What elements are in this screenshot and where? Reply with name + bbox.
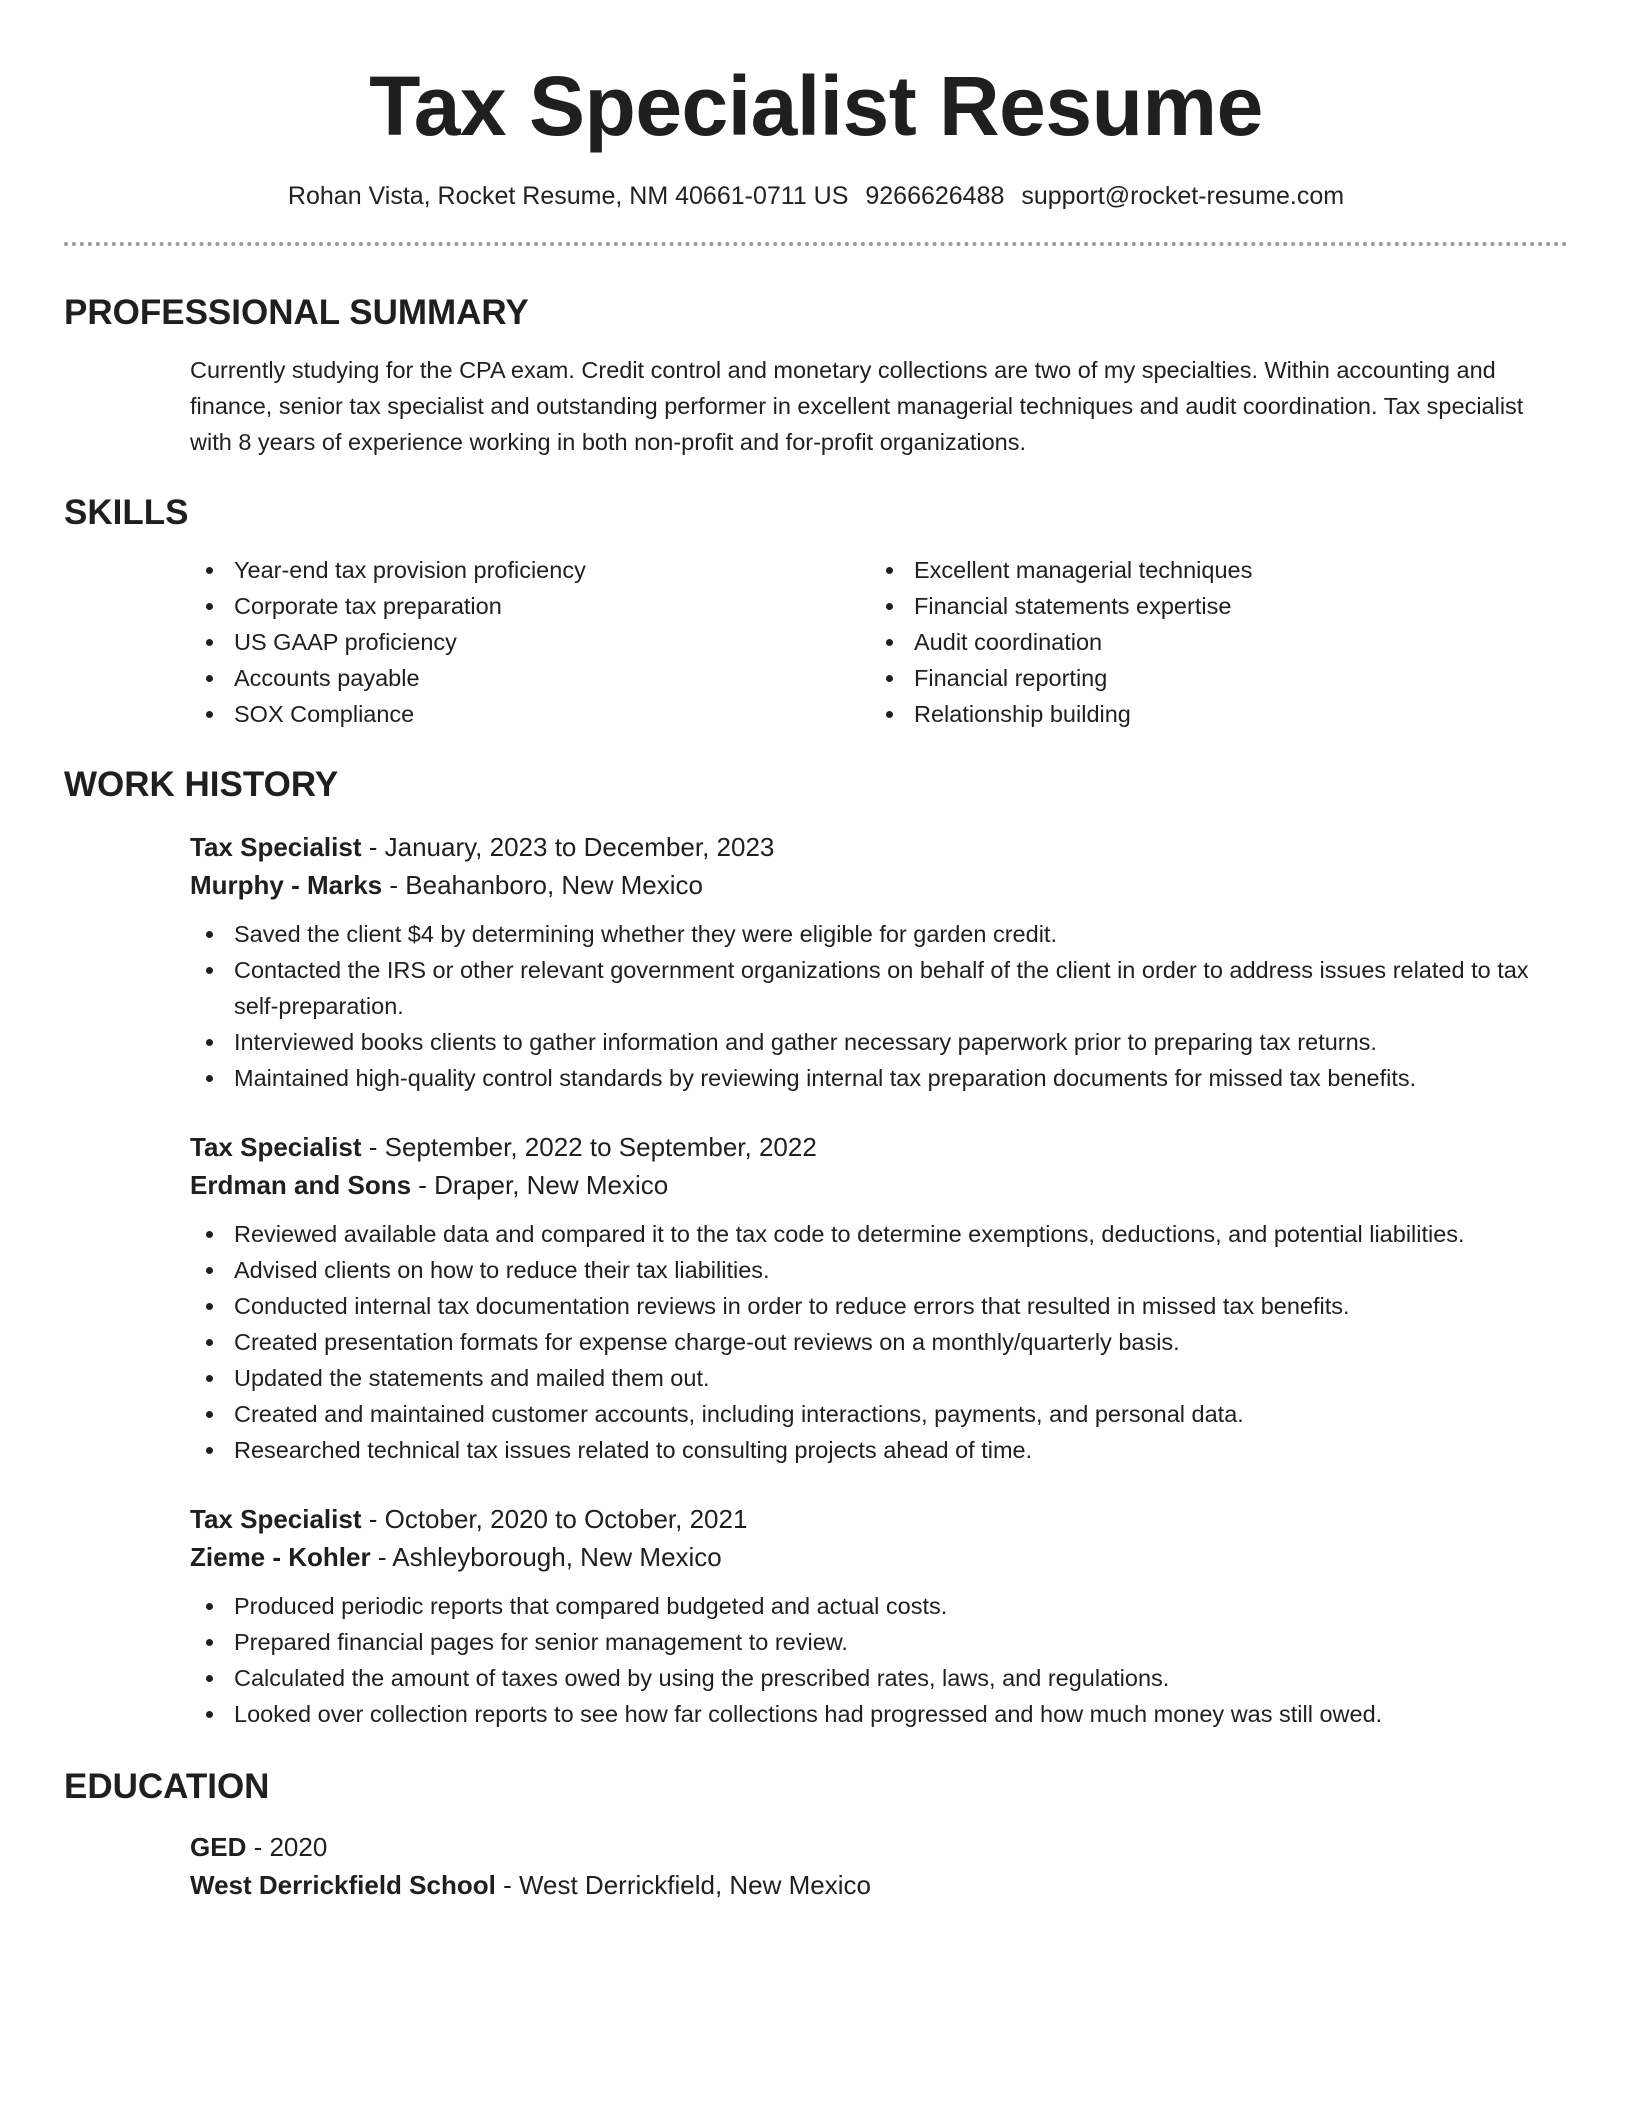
summary-text: Currently studying for the CPA exam. Credit control and monetary collections are two of my specialties. Within accounting and finance, senior tax specialist and outstanding performer in excellent managerial techniques and audit coordination. Tax specialist with 8 years of experience working in both non-profit and for-profit organizations. — [190, 357, 1524, 455]
education-heading: EDUCATION — [64, 1767, 270, 1806]
education-degree-line: GED - 2020 — [190, 1832, 328, 1862]
education-year: 2020 — [269, 1832, 328, 1862]
work-history-heading: WORK HISTORY — [64, 765, 339, 804]
skill-item: Relationship building — [870, 696, 1550, 732]
job-title-line: Tax Specialist - September, 2022 to September, 2022 — [190, 1132, 817, 1162]
contact-address: Rohan Vista, Rocket Resume, NM 40661-0711 US — [287, 182, 849, 210]
skill-item: US GAAP proficiency — [190, 624, 870, 660]
skill-item: Excellent managerial techniques — [870, 552, 1550, 588]
job-bullet: Saved the client $4 by determining whether they were eligible for garden credit. — [190, 916, 1568, 952]
education-entry — [190, 1828, 1568, 1904]
job-bullet: Researched technical tax issues related to consulting projects ahead of time. — [190, 1432, 1568, 1468]
job-bullet: Advised clients on how to reduce their tax liabilities. — [190, 1252, 1568, 1288]
skill-item: Accounts payable — [190, 660, 870, 696]
page-title: Tax Specialist Resume — [369, 59, 1263, 153]
job-title-line: Tax Specialist - October, 2020 to October, 2021 — [190, 1504, 748, 1534]
contact-email: support@rocket-resume.com — [1021, 182, 1345, 210]
job-bullet: Looked over collection reports to see how far collections had progressed and how much money was still owed. — [190, 1696, 1568, 1732]
skill-item: Financial reporting — [870, 660, 1550, 696]
job-company-line: Erdman and Sons - Draper, New Mexico — [190, 1170, 669, 1200]
education-degree: GED — [190, 1832, 247, 1862]
education-location: West Derrickfield, New Mexico — [518, 1870, 871, 1900]
skill-item: Year-end tax provision proficiency — [190, 552, 870, 588]
skill-item: Corporate tax preparation — [190, 588, 870, 624]
job-bullet: Interviewed books clients to gather information and gather necessary paperwork prior to preparing tax returns. — [190, 1024, 1568, 1060]
education-school-line: West Derrickfield School - West Derrickfield, New Mexico — [190, 1870, 871, 1900]
job-location: Draper, New Mexico — [434, 1170, 669, 1200]
contact-line — [64, 180, 1568, 212]
job-bullet: Created presentation formats for expense charge-out reviews on a monthly/quarterly basis. — [190, 1324, 1568, 1360]
resume-page — [64, 0, 1568, 1904]
job-bullet: Calculated the amount of taxes owed by using the prescribed rates, laws, and regulations. — [190, 1660, 1568, 1696]
job-bullet: Produced periodic reports that compared budgeted and actual costs. — [190, 1588, 1568, 1624]
header-divider — [64, 242, 1568, 246]
job-bullet: Maintained high-quality control standards by reviewing internal tax preparation documents for missed tax benefits. — [190, 1060, 1568, 1096]
job-entry — [190, 828, 1568, 1096]
job-title-line: Tax Specialist - January, 2023 to December, 2023 — [190, 832, 775, 862]
job-bullet: Contacted the IRS or other relevant government organizations on behalf of the client in order to address issues related to tax self-preparation. — [190, 952, 1568, 1024]
job-bullet: Created and maintained customer accounts, including interactions, payments, and personal data. — [190, 1396, 1568, 1432]
skill-item: SOX Compliance — [190, 696, 870, 732]
job-title: Tax Specialist — [190, 1132, 362, 1162]
job-location: Ashleyborough, New Mexico — [392, 1542, 722, 1572]
job-bullet: Updated the statements and mailed them out. — [190, 1360, 1568, 1396]
job-company-line: Murphy - Marks - Beahanboro, New Mexico — [190, 870, 703, 900]
job-bullets — [190, 1588, 1568, 1732]
job-company: Zieme - Kohler — [190, 1542, 371, 1572]
job-bullets — [190, 916, 1568, 1096]
skill-item: Audit coordination — [870, 624, 1550, 660]
job-dates: September, 2022 to September, 2022 — [384, 1132, 817, 1162]
summary-heading: PROFESSIONAL SUMMARY — [64, 293, 529, 332]
job-bullet: Reviewed available data and compared it to the tax code to determine exemptions, deductions, and potential liabilities. — [190, 1216, 1568, 1252]
job-company: Murphy - Marks — [190, 870, 383, 900]
job-bullet: Prepared financial pages for senior management to review. — [190, 1624, 1568, 1660]
job-title: Tax Specialist — [190, 1504, 362, 1534]
job-entry — [190, 1500, 1568, 1732]
job-dates: October, 2020 to October, 2021 — [384, 1504, 748, 1534]
job-dates: January, 2023 to December, 2023 — [384, 832, 775, 862]
skills-list-right — [870, 552, 1550, 732]
job-bullet: Conducted internal tax documentation reviews in order to reduce errors that resulted in missed tax benefits. — [190, 1288, 1568, 1324]
job-entry — [190, 1128, 1568, 1468]
education-school: West Derrickfield School — [190, 1870, 496, 1900]
job-bullets — [190, 1216, 1568, 1468]
skill-item: Financial statements expertise — [870, 588, 1550, 624]
skills-grid — [190, 552, 1568, 732]
job-location: Beahanboro, New Mexico — [405, 870, 703, 900]
contact-phone: 9266626488 — [865, 182, 1005, 210]
job-company-line: Zieme - Kohler - Ashleyborough, New Mexico — [190, 1542, 722, 1572]
job-title: Tax Specialist — [190, 832, 362, 862]
skills-heading: SKILLS — [64, 493, 189, 532]
skills-list-left — [190, 552, 870, 732]
job-company: Erdman and Sons — [190, 1170, 412, 1200]
